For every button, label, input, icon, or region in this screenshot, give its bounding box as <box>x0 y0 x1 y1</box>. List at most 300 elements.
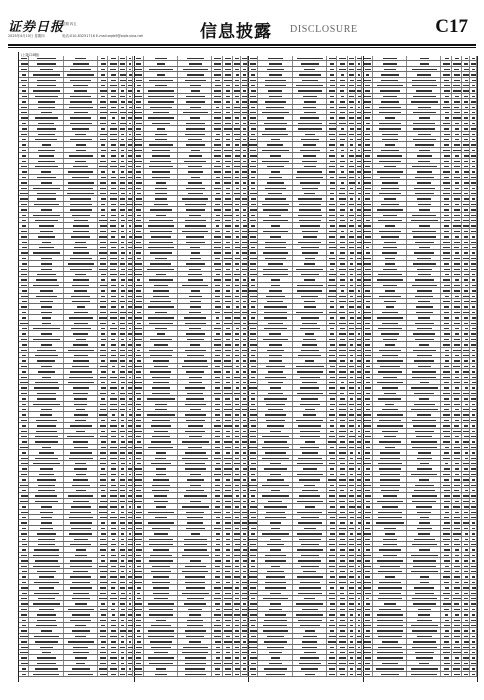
table-cell <box>241 672 248 676</box>
table-cell <box>348 326 356 330</box>
cell-text-mark <box>137 323 141 324</box>
cell-text-mark <box>110 425 118 426</box>
cell-text-mark <box>21 641 27 642</box>
table-cell <box>144 223 178 227</box>
cell-text-mark <box>156 452 166 453</box>
table-cell <box>241 423 248 427</box>
table-cell <box>213 56 223 60</box>
cell-text-mark <box>234 323 240 324</box>
table-cell <box>241 499 248 503</box>
table-cell <box>19 423 29 427</box>
cell-text-mark <box>136 231 140 232</box>
cell-text-mark <box>330 528 335 529</box>
cell-text-mark <box>243 474 247 475</box>
cell-text-mark <box>357 166 360 167</box>
table-cell <box>337 418 347 422</box>
table-cell <box>213 655 223 659</box>
cell-text-mark <box>339 258 345 259</box>
table-cell <box>134 304 144 308</box>
table-cell <box>248 369 258 373</box>
table-cell <box>178 472 212 476</box>
cell-text-mark <box>234 112 239 113</box>
table-cell <box>98 78 108 82</box>
table-cell <box>293 56 327 60</box>
table-cell <box>233 569 241 573</box>
cell-text-mark <box>226 625 230 626</box>
table-cell <box>178 650 212 654</box>
cell-text-mark <box>251 161 256 162</box>
cell-text-mark <box>235 144 239 145</box>
cell-text-mark <box>39 474 54 475</box>
cell-text-mark <box>128 198 132 199</box>
table-cell <box>144 580 178 584</box>
table-cell <box>98 569 108 573</box>
table-cell <box>356 148 363 152</box>
cell-text-mark <box>137 398 141 399</box>
cell-text-mark <box>111 555 117 556</box>
table-cell <box>248 56 258 60</box>
table-cell <box>248 380 258 384</box>
cell-text-mark <box>215 506 221 507</box>
table-cell <box>127 99 134 103</box>
table-cell <box>233 434 241 438</box>
table-cell <box>98 650 108 654</box>
table-cell <box>108 310 118 314</box>
cell-text-mark <box>129 225 132 226</box>
cell-text-mark <box>110 560 117 561</box>
table-cell <box>213 564 223 568</box>
table-cell <box>258 483 292 487</box>
table-cell <box>337 375 347 379</box>
cell-text-mark <box>157 74 166 75</box>
table-cell <box>348 218 356 222</box>
table-cell <box>108 142 118 146</box>
cell-text-mark <box>243 657 246 658</box>
table-cell <box>144 321 178 325</box>
cell-text-mark <box>242 263 247 264</box>
cell-text-mark <box>268 90 282 91</box>
table-cell <box>248 267 258 271</box>
cell-text-mark <box>189 641 201 642</box>
cell-text-mark <box>75 555 87 556</box>
table-cell <box>293 61 327 65</box>
table-cell <box>348 466 356 470</box>
table-cell <box>19 569 29 573</box>
table-cell <box>223 294 233 298</box>
cell-text-mark <box>120 74 126 75</box>
cell-text-mark <box>340 112 345 113</box>
table-cell <box>327 331 337 335</box>
table-cell <box>223 337 233 341</box>
table-cell <box>108 110 118 114</box>
table-cell <box>98 126 108 130</box>
table-cell <box>127 569 134 573</box>
cell-text-mark <box>340 188 344 189</box>
cell-text-mark <box>121 663 125 664</box>
cell-text-mark <box>112 371 116 372</box>
cell-text-mark <box>235 225 239 226</box>
cell-text-mark <box>121 279 125 280</box>
table-cell <box>134 83 144 87</box>
cell-text-mark <box>328 441 336 442</box>
table-cell <box>64 580 98 584</box>
cell-text-mark <box>128 263 131 264</box>
table-cell <box>327 574 337 578</box>
table-cell <box>64 169 98 173</box>
table-cell <box>327 299 337 303</box>
table-cell <box>178 191 212 195</box>
table-cell <box>127 159 134 163</box>
table-cell <box>108 288 118 292</box>
table-cell <box>178 618 212 622</box>
cell-text-mark <box>72 366 89 367</box>
table-cell <box>223 612 233 616</box>
cell-text-mark <box>226 134 230 135</box>
table-cell <box>19 445 29 449</box>
table-cell <box>178 412 212 416</box>
cell-text-mark <box>215 549 220 550</box>
table-cell <box>337 110 347 114</box>
table-cell <box>64 493 98 497</box>
table-cell <box>327 180 337 184</box>
cell-text-mark <box>234 393 239 394</box>
table-cell <box>119 531 127 535</box>
table-cell <box>327 283 337 287</box>
table-cell <box>348 364 356 368</box>
cell-text-mark <box>33 674 59 675</box>
table-cell <box>134 137 144 141</box>
table-cell <box>258 564 292 568</box>
cell-text-mark <box>216 420 220 421</box>
cell-text-mark <box>243 458 245 459</box>
cell-text-mark <box>350 490 354 491</box>
table-cell <box>356 315 363 319</box>
cell-text-mark <box>250 209 257 210</box>
cell-text-mark <box>42 317 51 318</box>
cell-text-mark <box>136 614 141 615</box>
table-cell <box>293 105 327 109</box>
cell-text-mark <box>111 587 115 588</box>
cell-text-mark <box>358 198 360 199</box>
cell-text-mark <box>243 463 246 464</box>
cell-text-mark <box>235 296 239 297</box>
table-cell <box>19 331 29 335</box>
table-cell <box>144 294 178 298</box>
table-cell <box>223 153 233 157</box>
cell-text-mark <box>68 495 93 496</box>
table-cell <box>134 288 144 292</box>
cell-text-mark <box>340 441 345 442</box>
cell-text-mark <box>243 161 246 162</box>
cell-text-mark <box>71 296 90 297</box>
cell-text-mark <box>214 598 220 599</box>
table-cell <box>233 601 241 605</box>
cell-text-mark <box>236 382 239 383</box>
table-cell <box>144 412 178 416</box>
table-cell <box>127 429 134 433</box>
table-cell <box>213 526 223 530</box>
table-cell <box>178 661 212 665</box>
cell-text-mark <box>243 490 245 491</box>
table-cell <box>337 99 347 103</box>
table-cell <box>337 94 347 98</box>
table-cell <box>356 477 363 481</box>
table-cell <box>293 175 327 179</box>
table-cell <box>19 645 29 649</box>
table-cell <box>337 402 347 406</box>
cell-text-mark <box>121 366 125 367</box>
cell-text-mark <box>270 603 282 604</box>
table-cell <box>233 223 241 227</box>
table-cell <box>144 477 178 481</box>
table-cell <box>19 369 29 373</box>
table-cell <box>119 515 127 519</box>
table-cell <box>233 105 241 109</box>
cell-text-mark <box>251 355 255 356</box>
cell-text-mark <box>235 177 240 178</box>
cell-text-mark <box>110 517 117 518</box>
cell-text-mark <box>234 641 239 642</box>
cell-text-mark <box>70 96 91 97</box>
cell-text-mark <box>184 161 206 162</box>
table-cell <box>348 375 356 379</box>
table-cell <box>293 213 327 217</box>
table-cell <box>327 429 337 433</box>
cell-text-mark <box>75 657 87 658</box>
cell-text-mark <box>297 285 323 286</box>
table-cell <box>29 661 63 665</box>
table-cell <box>213 628 223 632</box>
cell-text-mark <box>152 490 169 491</box>
cell-text-mark <box>357 350 362 351</box>
table-cell <box>178 596 212 600</box>
cell-text-mark <box>135 576 142 577</box>
table-cell <box>258 385 292 389</box>
table-cell <box>223 434 233 438</box>
cell-text-mark <box>249 387 257 388</box>
cell-text-mark <box>182 285 208 286</box>
cell-text-mark <box>153 382 169 383</box>
cell-text-mark <box>349 598 355 599</box>
cell-text-mark <box>339 134 346 135</box>
table-cell <box>29 634 63 638</box>
cell-text-mark <box>357 539 361 540</box>
table-cell <box>178 591 212 595</box>
table-cell <box>356 105 363 109</box>
table-cell <box>241 450 248 454</box>
table-cell <box>293 429 327 433</box>
cell-text-mark <box>249 231 257 232</box>
cell-text-mark <box>302 452 318 453</box>
cell-text-mark <box>189 63 202 64</box>
table-cell <box>248 126 258 130</box>
cell-text-mark <box>250 263 256 264</box>
cell-text-mark <box>330 517 335 518</box>
table-cell <box>127 126 134 130</box>
table-cell <box>293 591 327 595</box>
cell-text-mark <box>242 609 246 610</box>
cell-text-mark <box>21 458 28 459</box>
cell-text-mark <box>135 117 142 118</box>
cell-text-mark <box>243 393 246 394</box>
cell-text-mark <box>215 85 221 86</box>
table-cell <box>64 569 98 573</box>
cell-text-mark <box>330 571 334 572</box>
cell-text-mark <box>74 312 88 313</box>
table-cell <box>258 601 292 605</box>
table-cell <box>233 618 241 622</box>
table-cell <box>293 601 327 605</box>
contact-line: 电话:010-83251716 E-mail:zqrb9@zqrb.sina.net <box>62 34 143 38</box>
cell-text-mark <box>136 296 142 297</box>
table-cell <box>327 207 337 211</box>
table-cell <box>19 466 29 470</box>
table-cell <box>108 94 118 98</box>
table-cell <box>127 283 134 287</box>
cell-text-mark <box>214 171 221 172</box>
table-cell <box>293 472 327 476</box>
table-cell <box>64 261 98 265</box>
table-cell <box>356 267 363 271</box>
table-cell <box>348 180 356 184</box>
cell-text-mark <box>73 279 89 280</box>
cell-text-mark <box>148 306 175 307</box>
cell-text-mark <box>235 657 238 658</box>
cell-text-mark <box>68 674 93 675</box>
table-cell <box>258 88 292 92</box>
table-cell <box>348 515 356 519</box>
cell-text-mark <box>349 387 354 388</box>
cell-text-mark <box>21 296 28 297</box>
table-cell <box>356 483 363 487</box>
table-cell <box>98 83 108 87</box>
cell-text-mark <box>350 80 354 81</box>
cell-text-mark <box>339 409 346 410</box>
table-cell <box>127 499 134 503</box>
table-cell <box>119 337 127 341</box>
cell-text-mark <box>215 603 220 604</box>
cell-text-mark <box>214 663 221 664</box>
cell-text-mark <box>243 506 247 507</box>
cell-text-mark <box>243 447 246 448</box>
table-cell <box>127 493 134 497</box>
table-cell <box>178 67 212 71</box>
table-cell <box>29 396 63 400</box>
cell-text-mark <box>224 204 232 205</box>
table-cell <box>223 375 233 379</box>
cell-text-mark <box>148 225 174 226</box>
cell-text-mark <box>110 598 117 599</box>
table-cell <box>127 245 134 249</box>
cell-text-mark <box>21 560 28 561</box>
table-cell <box>178 623 212 627</box>
table-cell <box>108 672 118 676</box>
table-cell <box>144 542 178 546</box>
cell-text-mark <box>111 441 116 442</box>
table-cell <box>144 591 178 595</box>
table-cell <box>19 526 29 530</box>
cell-text-mark <box>155 458 166 459</box>
cell-text-mark <box>100 674 107 675</box>
table-cell <box>258 396 292 400</box>
cell-text-mark <box>214 474 220 475</box>
table-cell <box>337 326 347 330</box>
cell-text-mark <box>349 247 354 248</box>
cell-text-mark <box>37 614 56 615</box>
table-cell <box>248 353 258 357</box>
table-cell <box>108 337 118 341</box>
cell-text-mark <box>147 269 174 270</box>
table-cell <box>327 504 337 508</box>
cell-text-mark <box>99 506 107 507</box>
cell-text-mark <box>100 101 106 102</box>
cell-text-mark <box>111 512 115 513</box>
cell-text-mark <box>100 436 107 437</box>
table-cell <box>348 358 356 362</box>
table-cell <box>64 88 98 92</box>
cell-text-mark <box>101 328 105 329</box>
table-cell <box>293 261 327 265</box>
table-cell <box>233 110 241 114</box>
cell-text-mark <box>73 225 89 226</box>
table-cell <box>293 294 327 298</box>
cell-text-mark <box>101 522 105 523</box>
table-cell <box>19 450 29 454</box>
cell-text-mark <box>110 495 116 496</box>
table-cell <box>127 148 134 152</box>
table-cell <box>127 596 134 600</box>
table-cell <box>233 542 241 546</box>
cell-text-mark <box>243 366 247 367</box>
cell-text-mark <box>136 371 141 372</box>
table-cell <box>348 321 356 325</box>
table-cell <box>348 61 356 65</box>
cell-text-mark <box>269 177 283 178</box>
table-cell <box>241 493 248 497</box>
cell-text-mark <box>121 625 125 626</box>
table-cell <box>19 456 29 460</box>
cell-text-mark <box>216 582 220 583</box>
table-cell <box>98 434 108 438</box>
table-cell <box>356 596 363 600</box>
table-cell <box>327 277 337 281</box>
table-cell <box>144 407 178 411</box>
cell-text-mark <box>155 312 167 313</box>
table-cell <box>98 618 108 622</box>
cell-text-mark <box>128 485 132 486</box>
cell-text-mark <box>101 398 105 399</box>
table-cell <box>127 196 134 200</box>
table-cell <box>258 288 292 292</box>
cell-text-mark <box>251 533 255 534</box>
table-cell <box>337 272 347 276</box>
table-cell <box>29 234 63 238</box>
table-cell <box>19 83 29 87</box>
cell-text-mark <box>216 177 220 178</box>
cell-text-mark <box>358 150 361 151</box>
cell-text-mark <box>21 209 27 210</box>
table-cell <box>348 483 356 487</box>
table-cell <box>144 245 178 249</box>
cell-text-mark <box>39 225 54 226</box>
table-cell <box>356 553 363 557</box>
cell-text-mark <box>250 96 256 97</box>
cell-text-mark <box>71 236 90 237</box>
table-cell <box>356 169 363 173</box>
cell-text-mark <box>339 414 345 415</box>
cell-text-mark <box>226 339 231 340</box>
cell-text-mark <box>184 544 207 545</box>
